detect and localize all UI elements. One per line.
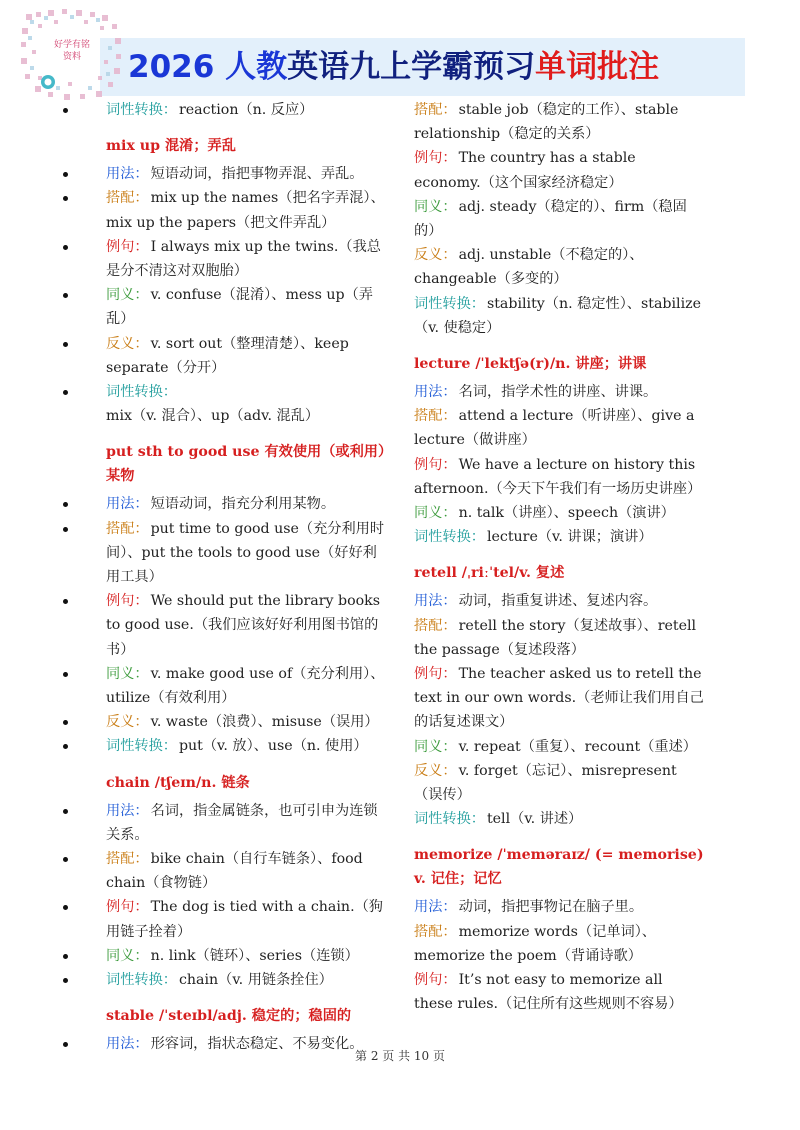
list-item: 词性转换： lecture（v. 讲课；演讲） (414, 529, 653, 546)
list-item: 同义： v. make good use of（充分利用）、utilize（有效利用） (84, 662, 390, 710)
list-item: 例句： The teacher asked us to retell the text in our own words.（老师让我们用自己的话复述课文） (414, 666, 704, 731)
list-item: 用法： 动词，指重复讲述、复述内容。 (414, 593, 658, 610)
list-item: 用法： 名词，指学术性的讲座、讲课。 (414, 384, 658, 401)
list-item: 用法： 名词，指金属链条，也可引申为连锁关系。 (84, 799, 390, 847)
entry-head-lecture: lecture /ˈlektʃə(r)/n. 讲座；讲课 (414, 356, 647, 373)
list-item: 词性转换： chain（v. 用链条拴住） (84, 968, 390, 992)
list-item: 搭配： attend a lecture（听讲座）、give a lecture（做讲座） (414, 408, 695, 449)
list-item: 用法： 短语动词，指充分利用某物。 (84, 492, 390, 516)
list-item: 用法： 动词，指把事物记在脑子里。 (414, 899, 644, 916)
list-item: 搭配： mix up the names（把名字弄混）、mix up the papers（把文件弄乱） (84, 186, 390, 234)
list-item: 同义： adj. steady（稳定的）、firm（稳固的） (414, 198, 687, 240)
list-item: 搭配： bike chain（自行车链条）、food chain（食物链） (84, 847, 390, 895)
title-part-3: 单词批注 (535, 49, 660, 85)
list-item: 例句： We have a lecture on history this afternoon.（今天下午我们有一场历史讲座） (414, 456, 702, 497)
list-item: 同义： v. repeat（重复）、recount（重述） (414, 738, 697, 755)
list-item: 同义： v. confuse（混淆）、mess up（弄乱） (84, 283, 390, 331)
left-column (84, 98, 390, 1057)
list-item: 例句： I always mix up the twins.（我总是分不清这对双胞胎） (84, 235, 390, 283)
list-item: 用法： 形容词，指状态稳定、不易变化。 (84, 1032, 390, 1056)
list-item: 同义： n. talk（讲座）、speech（演讲） (414, 505, 675, 522)
list-item: 反义： v. sort out（整理清楚）、keep separate（分开） (84, 332, 390, 380)
list-item: 词性转换： put（v. 放）、use（n. 使用） (84, 734, 390, 758)
list-item: 搭配： retell the story（复述故事）、retell the passage（复述段落） (414, 617, 697, 658)
logo-line-1: 好学有铭 (53, 40, 90, 50)
list-item: 例句： We should put the library books to good use.（我们应该好好利用图书馆的书） (84, 589, 390, 662)
entry-head-mix-up: mix up 混淆；弄乱 (106, 138, 236, 155)
logo-line-2: 资料 (62, 52, 81, 62)
list-item: 搭配： stable job（稳定的工作）、stable relationship（稳定的关系） (414, 102, 679, 143)
list-item: 反义： v. waste（浪费）、misuse（误用） (84, 710, 390, 734)
list-item: 反义： v. forget（忘记）、misrepresent（误传） (414, 762, 677, 804)
list-item: 同义： n. link（链环）、series（连锁） (84, 944, 390, 968)
list-item: 例句： The dog is tied with a chain.（狗用链子拴着） (84, 895, 390, 943)
list-item: 词性转换： tell（v. 讲述） (414, 811, 583, 828)
logo (18, 6, 126, 102)
list-item: 用法： 短语动词，指把事物弄混、弄乱。 (84, 162, 390, 186)
list-item: 搭配： put time to good use（充分利用时间）、put the tools to good use（好好利用工具） (84, 517, 390, 590)
right-column (414, 98, 704, 1017)
entry-head-put-to-good-use: put sth to good use 有效使用（或利用）某物 (106, 444, 386, 485)
list-item: 例句： The country has a stable economy.（这个国家经济稳定） (414, 150, 636, 191)
list-item: 例句： It’s not easy to memorize all these rules.（记住所有这些规则不容易） (414, 972, 683, 1013)
entry-head-retell: retell /ˌriːˈtel/v. 复述 (414, 565, 565, 582)
entry-head-chain: chain /tʃeɪn/n. 链条 (106, 774, 250, 791)
title-part-2: 英语九上学霸预习 (287, 49, 536, 85)
entry-head-stable: stable /ˈsteɪbl/adj. 稳定的；稳固的 (106, 1008, 352, 1025)
list-item: 词性转换： stability（n. 稳定性）、stabilize（v. 使稳定） (414, 295, 701, 336)
entry-head-memorize: memorize /ˈmeməraɪz/ (= memorise) v. 记住；记忆 (414, 847, 704, 888)
list-item: 词性转换：mix（v. 混合）、up（adv. 混乱） (84, 380, 390, 428)
list-item: 搭配： memorize words（记单词）、memorize the poem（背诵诗歌） (414, 923, 656, 964)
list-item: 反义： adj. unstable（不稳定的）、changeable（多变的） (414, 247, 644, 288)
list-item: 词性转换： reaction（n. 反应） (84, 98, 390, 122)
page-title (128, 44, 659, 90)
title-part-1: 2026 人教 (128, 49, 288, 85)
page-footer: 第 2 页 共 10 页 (355, 1049, 445, 1063)
